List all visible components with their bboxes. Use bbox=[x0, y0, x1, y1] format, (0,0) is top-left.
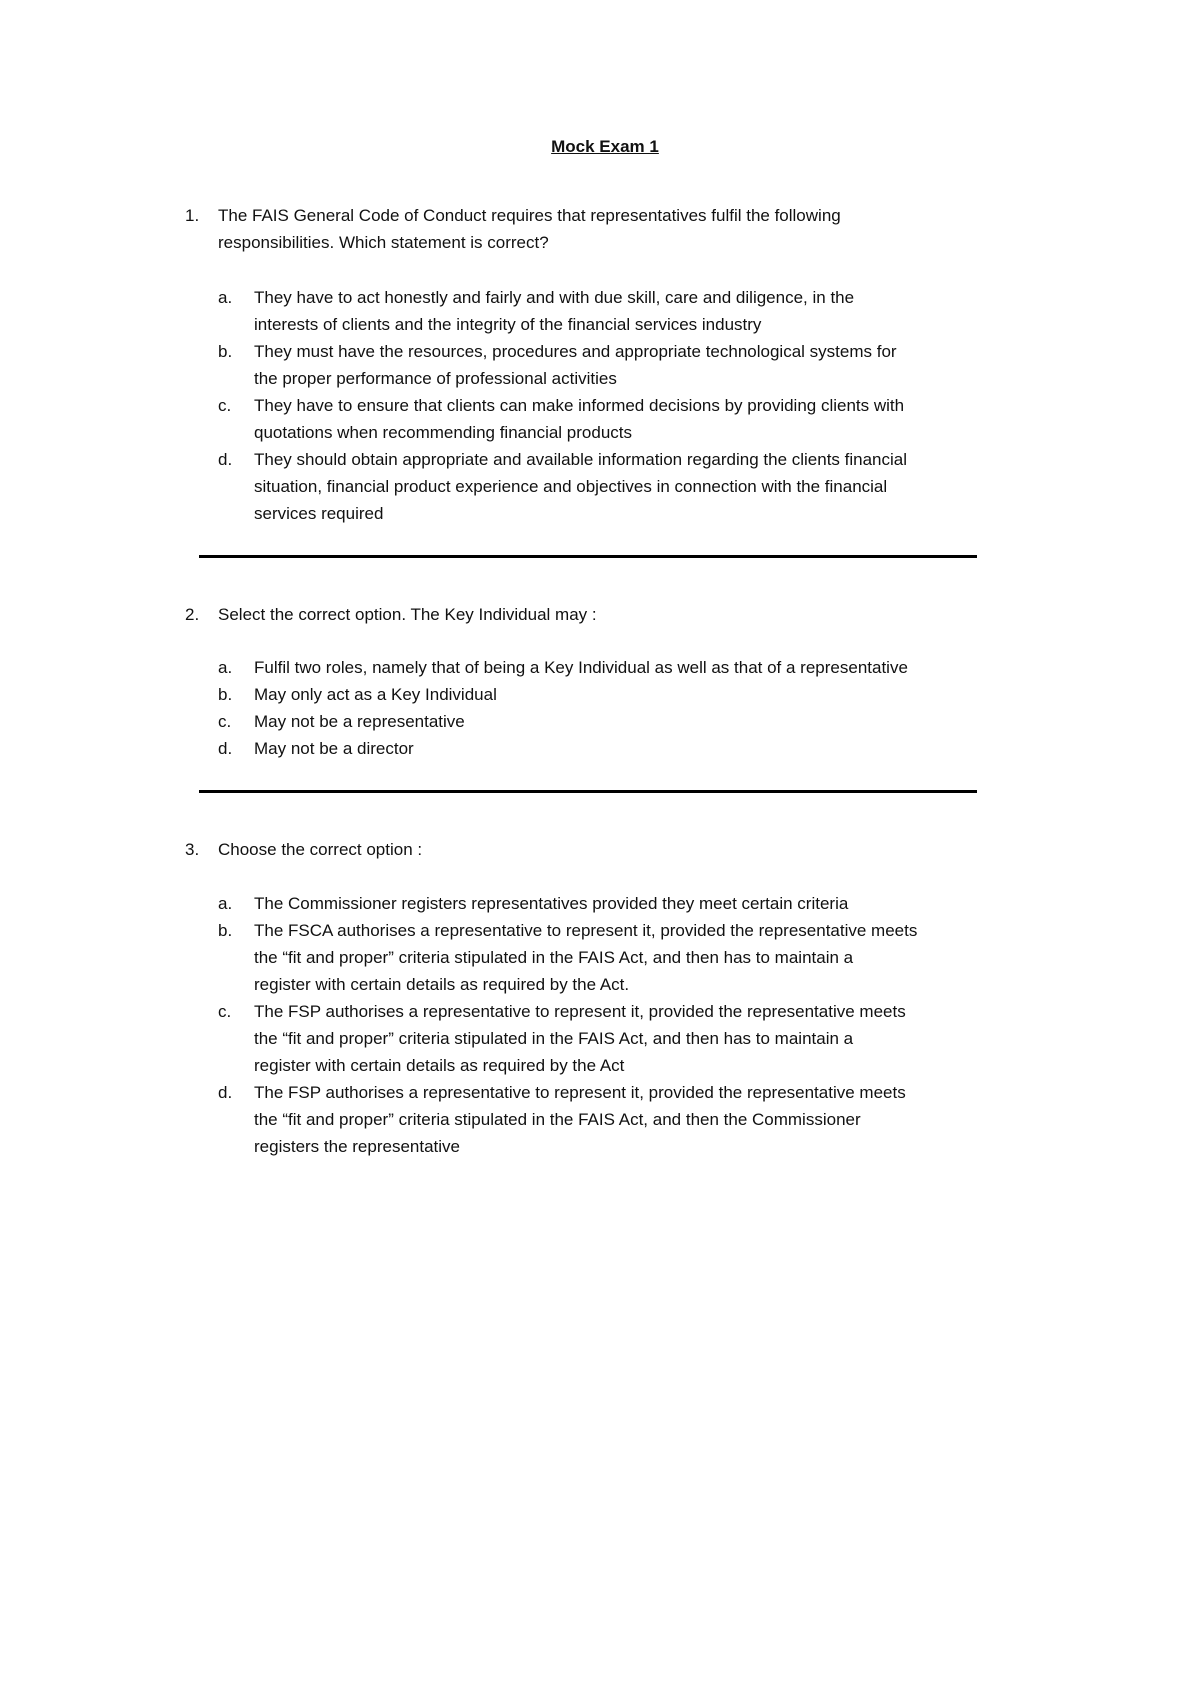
option-text-line: registers the representative bbox=[254, 1137, 460, 1156]
option-letter: b. bbox=[218, 921, 233, 940]
option-text-line: They have to ensure that clients can make informed decisions by providing clients with bbox=[254, 396, 905, 415]
option-letter: a. bbox=[218, 894, 233, 913]
option-text-line: May not be a director bbox=[254, 739, 414, 758]
option-text-line: register with certain details as required by the Act bbox=[254, 1056, 625, 1075]
question-number: 1. bbox=[185, 206, 200, 225]
option-letter: c. bbox=[218, 396, 232, 415]
option-text-line: Fulfil two roles, namely that of being a Key Individual as well as that of a representative bbox=[254, 658, 908, 677]
option-letter: b. bbox=[218, 685, 233, 704]
option-letter: b. bbox=[218, 342, 233, 361]
option-text-line: interests of clients and the integrity of the financial services industry bbox=[254, 315, 762, 334]
option-text-line: services required bbox=[254, 504, 384, 523]
page-title: Mock Exam 1 bbox=[551, 137, 659, 156]
question-text-line: Choose the correct option : bbox=[218, 840, 423, 859]
option-text-line: quotations when recommending financial products bbox=[254, 423, 633, 442]
question-text-line: responsibilities. Which statement is correct? bbox=[218, 233, 549, 252]
option-text-line: register with certain details as required by the Act. bbox=[254, 975, 630, 994]
option-letter: a. bbox=[218, 658, 233, 677]
option-letter: d. bbox=[218, 450, 233, 469]
option-letter: d. bbox=[218, 1083, 233, 1102]
option-text-line: They must have the resources, procedures and appropriate technological systems for bbox=[254, 342, 897, 361]
option-text-line: the proper performance of professional activities bbox=[254, 369, 617, 388]
question-number: 2. bbox=[185, 605, 200, 624]
divider bbox=[199, 555, 977, 558]
option-text-line: the “fit and proper” criteria stipulated in the FAIS Act, and then has to maintain a bbox=[254, 1029, 854, 1048]
option-text-line: They should obtain appropriate and available information regarding the clients financial bbox=[254, 450, 908, 469]
option-text-line: The FSP authorises a representative to represent it, provided the representative meets bbox=[254, 1002, 906, 1021]
option-letter: d. bbox=[218, 739, 233, 758]
option-text-line: the “fit and proper” criteria stipulated in the FAIS Act, and then the Commissioner bbox=[254, 1110, 861, 1129]
option-text-line: They have to act honestly and fairly and with due skill, care and diligence, in the bbox=[254, 288, 855, 307]
option-text-line: The Commissioner registers representatives provided they meet certain criteria bbox=[254, 894, 849, 913]
option-text-line: The FSCA authorises a representative to represent it, provided the representative meets bbox=[254, 921, 918, 940]
option-text-line: the “fit and proper” criteria stipulated in the FAIS Act, and then has to maintain a bbox=[254, 948, 854, 967]
option-letter: c. bbox=[218, 1002, 232, 1021]
option-letter: c. bbox=[218, 712, 232, 731]
divider bbox=[199, 790, 977, 793]
option-letter: a. bbox=[218, 288, 233, 307]
option-text-line: situation, financial product experience and objectives in connection with the financial bbox=[254, 477, 888, 496]
option-text-line: May not be a representative bbox=[254, 712, 465, 731]
question-number: 3. bbox=[185, 840, 200, 859]
question-text-line: Select the correct option. The Key Individual may : bbox=[218, 605, 597, 624]
option-text-line: The FSP authorises a representative to represent it, provided the representative meets bbox=[254, 1083, 906, 1102]
option-text-line: May only act as a Key Individual bbox=[254, 685, 497, 704]
question-text-line: The FAIS General Code of Conduct requires that representatives fulfil the following bbox=[218, 206, 841, 225]
